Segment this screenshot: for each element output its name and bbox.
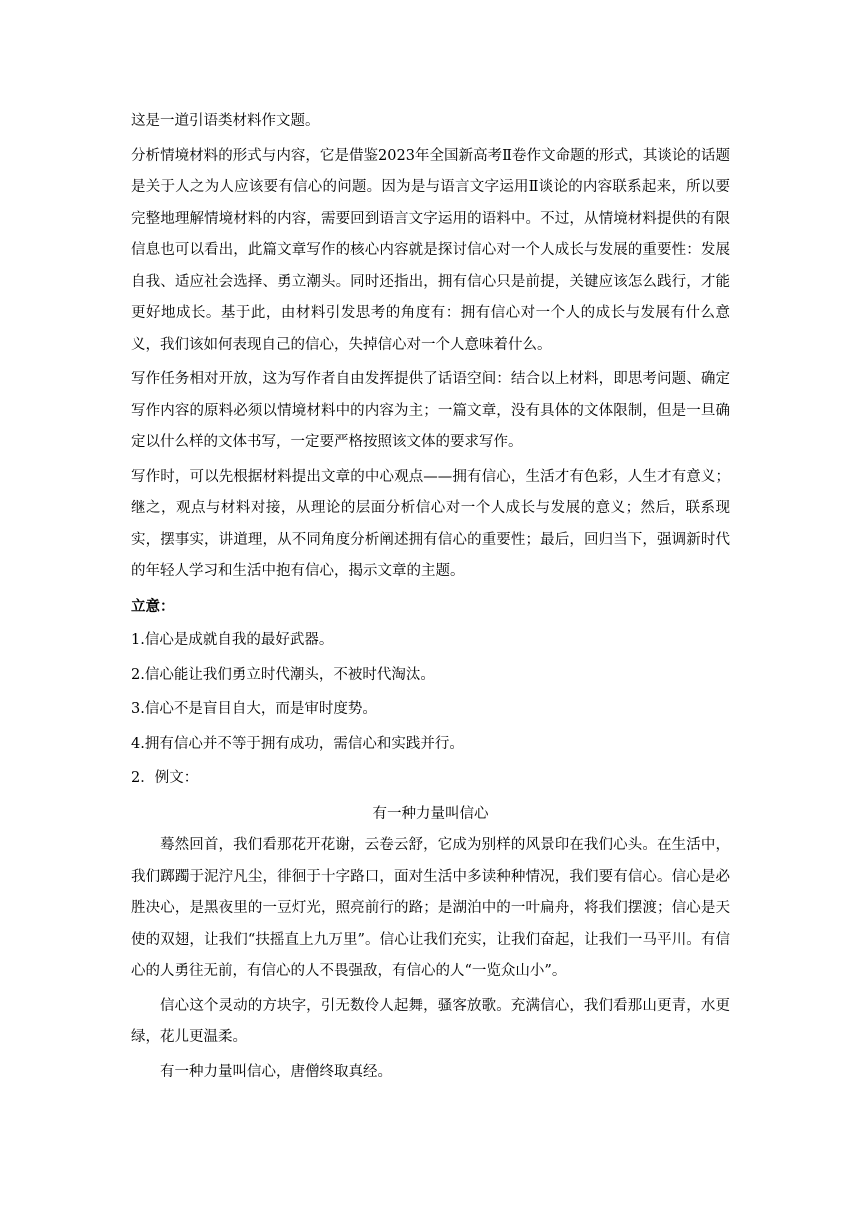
analysis-paragraph: 分析情境材料的形式与内容，它是借鉴2023年全国新高考Ⅱ卷作文命题的形式，其谈论的话题是关于人之为人应该要有信心的问题。因为是与语言文字运用Ⅱ谈论的内容联系起来，所以要完整地理解情境材料的内容，需要回到语言文字运用的语料中。不过，从情境材料提供的有限信息也可以看出，此篇文章写作的核心内容就是探讨信心对一个人成长与发展的重要性：发展自我、适应社会选择、勇立潮头。同时还指出，拥有信心只是前提，关键应该怎么践行，才能更好地成长。基于此，由材料引发思考的角度有：拥有信心对一个人的成长与发展有什么意义，我们该如何表现自己的信心，失掉信心对一个人意味着什么。 xyxy=(131,147,730,353)
liyi-item: 2.信心能让我们勇立时代潮头，不被时代淘汰。 xyxy=(131,666,435,683)
essay-paragraph: 信心这个灵动的方块字，引无数伶人起舞，骚客放歌。充满信心，我们看那山更青，水更绿，花儿更温柔。 xyxy=(131,997,730,1045)
writing-paragraph: 写作时，可以先根据材料提出文章的中心观点——拥有信心，生活才有色彩，人生才有意义；继之，观点与材料对接，从理论的层面分析信心对一个人成长与发展的意义；然后，联系现实，摆事实，讲道理，从不同角度分析阐述拥有信心的重要性；最后，回归当下，强调新时代的年轻人学习和生活中抱有信心，揭示文章的主题。 xyxy=(131,468,730,579)
essay-paragraph: 蓦然回首，我们看那花开花谢，云卷云舒，它成为别样的风景印在我们心头。在生活中，我们踯躅于泥泞凡尘，徘徊于十字路口，面对生活中多读种种情况，我们要有信心。信心是必胜决心，是黑夜里的一豆灯光，照亮前行的路；是湖泊中的一叶扁舟，将我们摆渡；信心是天使的双翅，让我们“扶摇直上九万里”。信心让我们充实，让我们奋起，让我们一马平川。有信心的人勇往无前，有信心的人不畏强敌，有信心的人“一览众山小”。 xyxy=(131,837,730,979)
liyi-heading: 立意： xyxy=(131,597,175,615)
liyi-item: 1.信心是成就自我的最好武器。 xyxy=(131,632,334,648)
example-heading: 2．例文： xyxy=(131,770,199,786)
liyi-item: 4.拥有信心并不等于拥有成功，需信心和实践并行。 xyxy=(131,735,464,752)
essay-title: 有一种力量叫信心 xyxy=(372,805,489,822)
liyi-item: 3.信心不是盲目自大，而是审时度势。 xyxy=(131,701,377,717)
document-body xyxy=(131,106,730,1088)
task-paragraph: 写作任务相对开放，这为写作者自由发挥提供了话语空间：结合以上材料，即思考问题、确定写作内容的原料必须以情境材料中的内容为主；一篇文章，没有具体的文体限制，但是一旦确定以什么样的文体书写，一定要严格按照该文体的要求写作。 xyxy=(131,371,730,450)
essay-paragraph: 有一种力量叫信心，唐僧终取真经。 xyxy=(160,1063,392,1080)
intro-paragraph: 这是一道引语类材料作文题。 xyxy=(131,113,320,129)
